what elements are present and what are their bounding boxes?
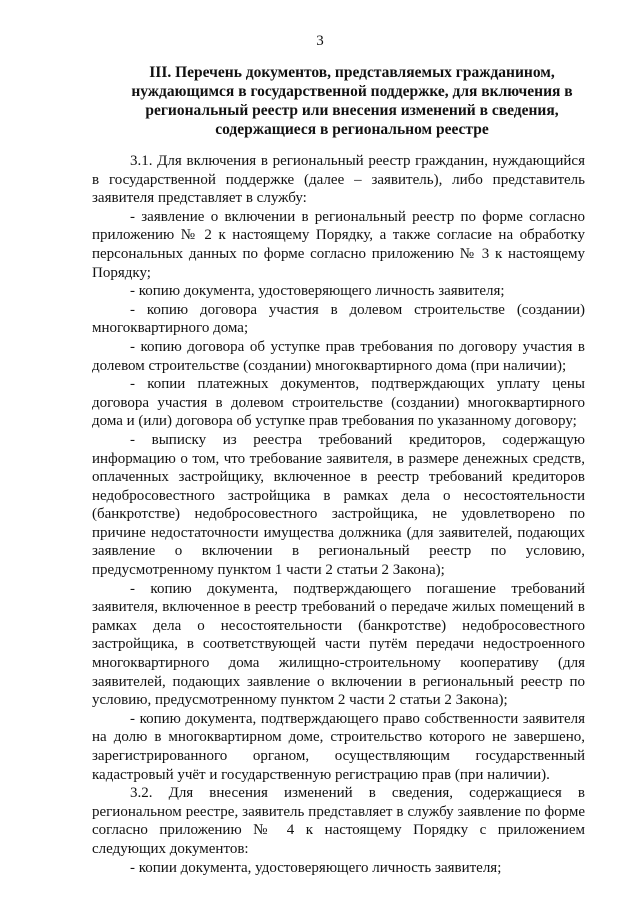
- list-item-identity-copy: - копию документа, удостоверяющего личность заявителя;: [130, 283, 505, 300]
- list-item-ownership-document: - копию документа, подтверждающего право собственности заявителя на долю в многоквартирном доме, строительство которого не завершено, зарегистрированного органом, осуществляющим государственный кадастровый учёт и государственную регистрацию прав (при наличии).: [92, 710, 585, 783]
- list-item-payment-documents: - копии платежных документов, подтверждающих уплату цены договора участия в долевом строительстве (создании) многоквартирного дома и (или) договора об уступке прав требования по указанному договору;: [92, 376, 585, 430]
- list-item-creditors-register-extract: - выписку из реестра требований кредиторов, содержащую информацию о том, что требование заявителя, в размере денежных средств, оплаченных застройщику, включенное в реестр требований кредиторов недобросовестного застройщика в рамках дела о несостоятельности (банкротстве) недобросовестного застройщика, не удовлетворено по причине недостаточности имущества должника (для заявителей, подающих заявление о включении в региональный реестр по условию, предусмотренному пунктом 1 части 2 статьи 2 Закона);: [92, 431, 585, 579]
- list-item-application: - заявление о включении в региональный реестр по форме согласно приложению № 2 к настоящему Порядку, а также согласие на обработку персональных данных по форме согласно приложению № 3 к настоящему Порядку;: [92, 208, 585, 281]
- list-item-claims-repayment-document: - копию документа, подтверждающего погашение требований заявителя, включенное в реестр требований о передаче жилых помещений в рамках дела о несостоятельности (банкротстве) недобросовестного застройщика, в соответствующей части путём передачи недостроенного многоквартирного дома жилищно-строительному кооперативу (для заявителей, подающих заявление о включении в региональный реестр по условию, предусмотренному пунктом 2 части 2 статьи 2 Закона);: [92, 580, 585, 709]
- document-body: [92, 152, 585, 877]
- page-number: 3: [316, 33, 324, 49]
- list-item-share-contract: - копию договора участия в долевом строительстве (создании) многоквартирного дома;: [92, 301, 585, 337]
- list-item-identity-copies: - копии документа, удостоверяющего личность заявителя;: [130, 859, 502, 876]
- paragraph-3-2-intro: 3.2. Для внесения изменений в сведения, содержащиеся в региональном реестре, заявитель представляет в службу заявление по форме согласно приложению № 4 к настоящему Порядку с приложением следующих документов:: [92, 785, 585, 857]
- section-heading: III. Перечень документов, представляемых гражданином, нуждающимся в государственной поддержке, для включения в региональный реестр или внесения изменений в сведения, содержащиеся в региональном реестре: [131, 64, 573, 138]
- paragraph-3-1-intro: 3.1. Для включения в региональный реестр гражданин, нуждающийся в государственной поддержке (далее – заявитель), либо представитель заявителя представляет в службу:: [92, 153, 585, 207]
- list-item-assignment-contract: - копию договора об уступке прав требования по договору участия в долевом строительстве (создании) многоквартирного дома (при наличии);: [92, 338, 585, 374]
